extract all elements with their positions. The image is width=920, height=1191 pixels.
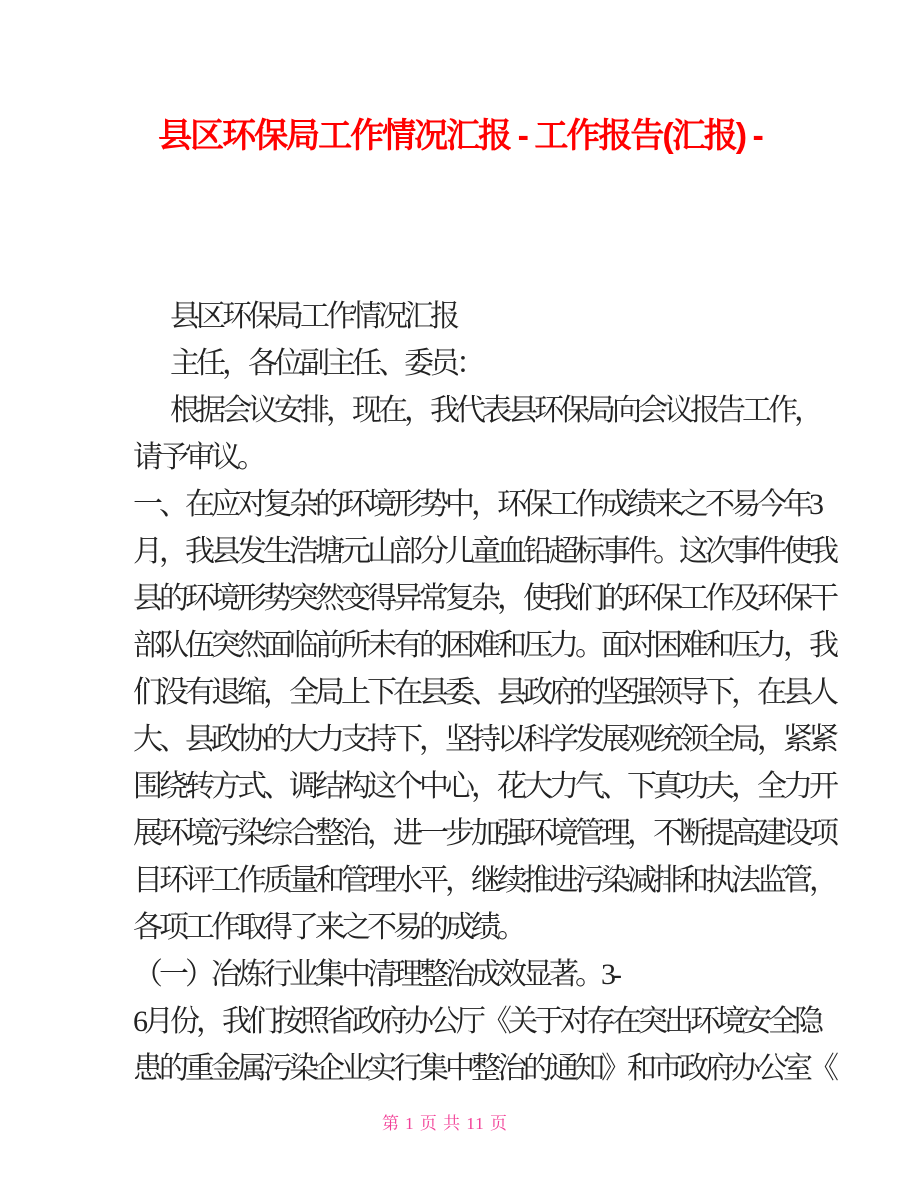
body-line: 目环评工作质量和管理水平，继续推进污染减排和执法监管， <box>133 864 835 897</box>
body-line: 围绕转方式、调结构这个中心，花大力气、下真功夫，全力开 <box>133 770 835 803</box>
body-line: 患的重金属污染企业实行集中整治的通知》和市政府办公室《 <box>133 1052 835 1085</box>
page-footer <box>0 1112 920 1136</box>
document-body <box>133 293 833 1092</box>
page-number-label: 第 1 页 共 11 页 <box>381 1114 509 1133</box>
body-line: 大、县政协的大力支持下，坚持以科学发展观统领全局，紧紧 <box>133 723 835 756</box>
body-line: 主任，各位副主任、委员： <box>170 347 482 380</box>
body-line: 根据会议安排，现在，我代表县环保局向会议报告工作， <box>170 394 820 427</box>
body-line: 月，我县发生浩塘元山部分儿童血铅超标事件。这次事件使我 <box>133 535 835 568</box>
body-line: 县区环保局工作情况汇报 <box>170 300 456 333</box>
body-line: 6月份，我们按照省政府办公厅《关于对存在突出环境安全隐 <box>133 1005 820 1038</box>
body-line: 展环境污染综合整治，进一步加强环境管理，不断提高建设项 <box>133 817 835 850</box>
body-line: 县的环境形势突然变得异常复杂，使我们的环保工作及环保干 <box>133 582 835 615</box>
body-line: 部队伍突然面临前所未有的困难和压力。面对困难和压力，我 <box>133 629 835 662</box>
document-title: 县区环保局工作情况汇报 - 工作报告(汇报) - <box>158 117 762 155</box>
body-line: 各项工作取得了来之不易的成绩。 <box>133 911 523 944</box>
body-line: 一、在应对复杂的环境形势中，环保工作成绩来之不易今年3 <box>133 488 820 521</box>
body-line: （一）冶炼行业集中清理整治成效显著。3- <box>133 958 618 991</box>
body-line: 们没有退缩，全局上下在县委、县政府的坚强领导下，在县人 <box>133 676 835 709</box>
body-line: 请予审议。 <box>133 441 263 474</box>
